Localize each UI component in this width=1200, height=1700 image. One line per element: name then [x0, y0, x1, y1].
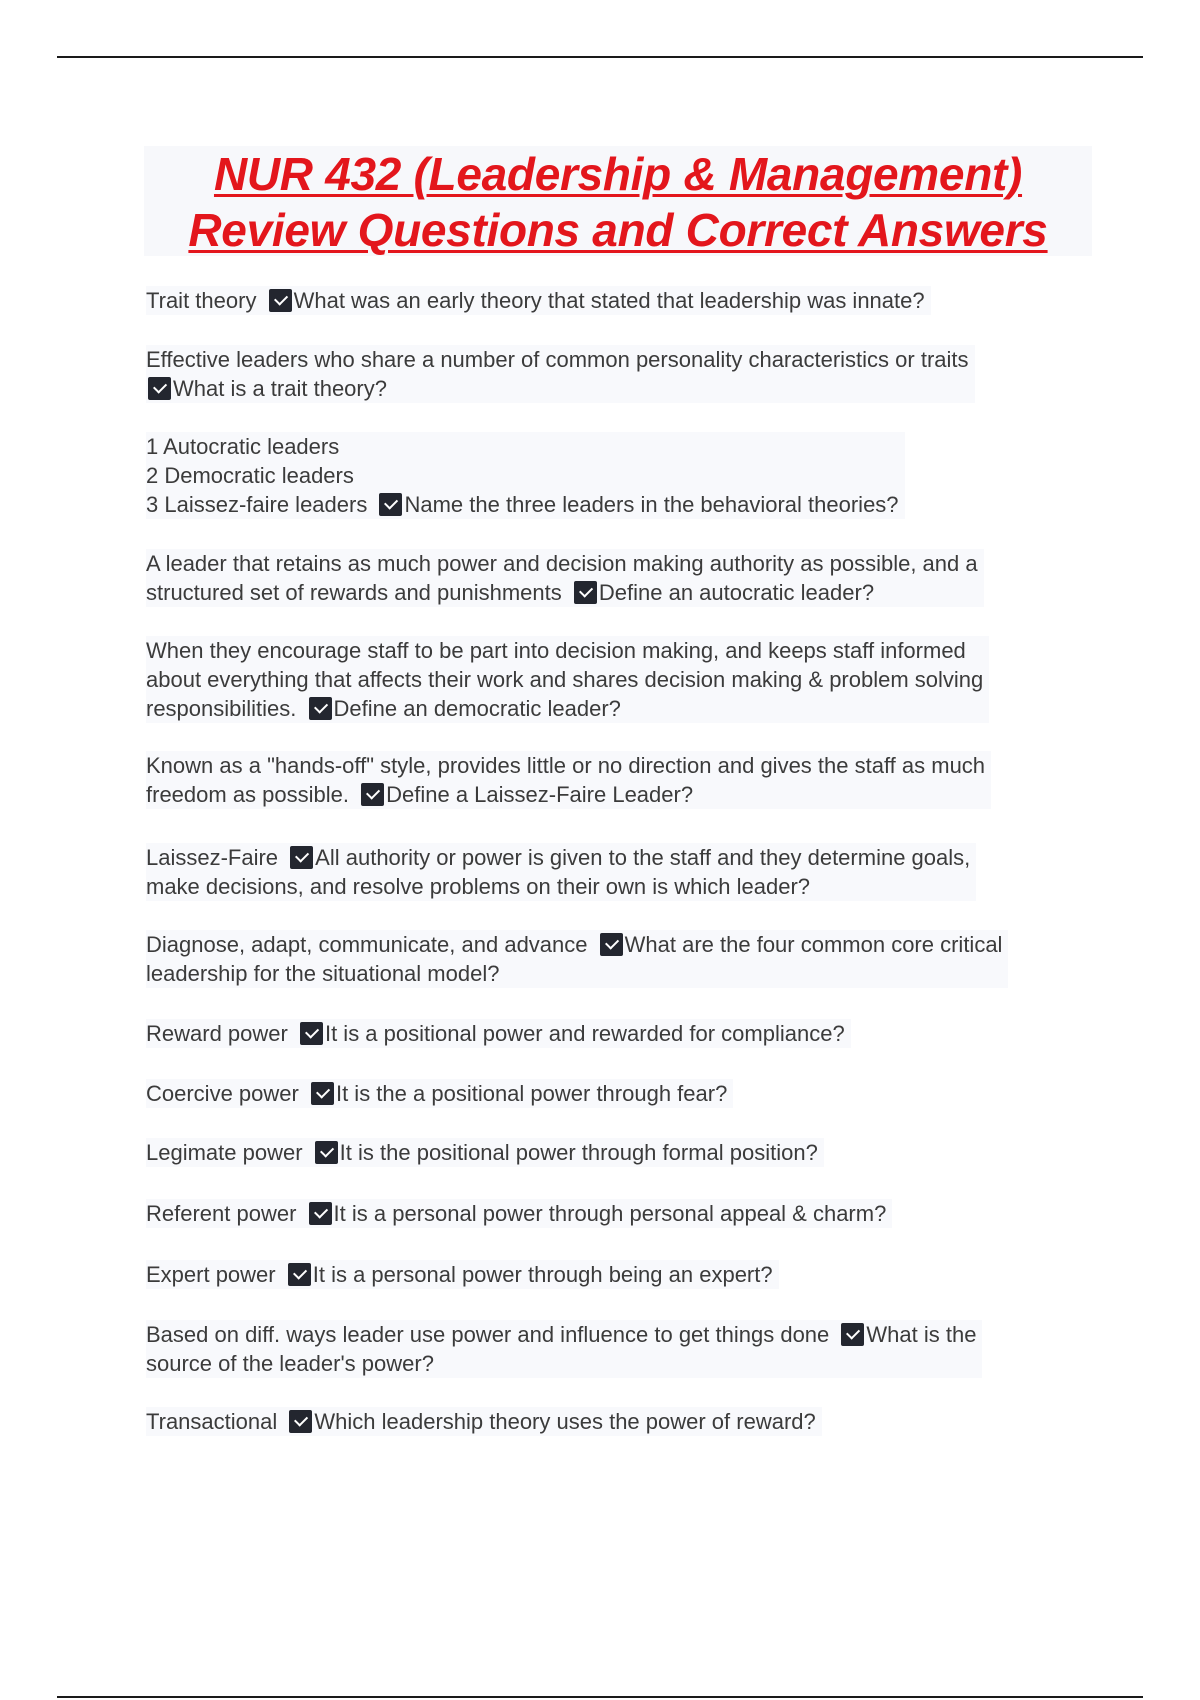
qa-item [146, 286, 931, 315]
question-line: make decisions, and resolve problems on their own is which leader? [146, 874, 811, 899]
qa-item [146, 1320, 982, 1378]
question-line: leadership for the situational model? [146, 961, 500, 986]
answer-line: 2 Democratic leaders [146, 463, 354, 488]
check-box-icon [288, 1263, 311, 1286]
answer-text: Coercive power [146, 1081, 299, 1106]
question-text: It is a personal power through being an expert? [312, 1262, 773, 1287]
question-line: source of the leader's power? [146, 1351, 434, 1376]
question-text: Define an autocratic leader? [598, 580, 875, 605]
answer-line: structured set of rewards and punishments [146, 580, 562, 605]
qa-item [146, 432, 905, 519]
qa-item [146, 1138, 824, 1167]
answer-text: Laissez-Faire [146, 845, 279, 870]
answer-text: Transactional [146, 1409, 278, 1434]
answer-line: 1 Autocratic leaders [146, 434, 340, 459]
qa-item [146, 1019, 851, 1048]
check-box-icon [309, 1202, 332, 1225]
answer-line: When they encourage staff to be part into decision making, and keeps staff informed [146, 638, 966, 663]
check-box-icon [379, 493, 402, 516]
check-box-icon [600, 933, 623, 956]
question-text: What was an early theory that stated that leadership was innate? [293, 288, 925, 313]
answer-text: Diagnose, adapt, communicate, and advance [146, 932, 588, 957]
question-text: It is a positional power and rewarded for compliance? [324, 1021, 845, 1046]
answer-line: 3 Laissez-faire leaders [146, 492, 368, 517]
answer-line: about everything that affects their work and shares decision making & problem solving [146, 667, 984, 692]
check-box-icon [574, 581, 597, 604]
answer-line: A leader that retains as much power and decision making authority as possible, and a [146, 551, 978, 576]
qa-item [146, 751, 991, 809]
qa-item [146, 636, 989, 723]
check-box-icon [148, 377, 171, 400]
qa-item [146, 1079, 733, 1108]
answer-line: responsibilities. [146, 696, 297, 721]
answer-text: Effective leaders who share a number of common personality characteristics or traits [146, 347, 969, 372]
check-box-icon [289, 1410, 312, 1433]
question-line: All authority or power is given to the staff and they determine goals, [315, 845, 971, 870]
title-line-2: Review Questions and Correct Answers [188, 204, 1048, 256]
qa-item [146, 1407, 822, 1436]
check-box-icon [290, 846, 313, 869]
answer-text: Expert power [146, 1262, 276, 1287]
question-text: Name the three leaders in the behavioral theories? [404, 492, 899, 517]
qa-item [146, 1260, 779, 1289]
check-box-icon [315, 1141, 338, 1164]
bottom-rule [57, 1696, 1143, 1698]
check-box-icon [841, 1323, 864, 1346]
qa-item [146, 930, 1008, 988]
question-text: Which leadership theory uses the power of reward? [314, 1409, 816, 1434]
question-text: Define a Laissez-Faire Leader? [386, 782, 694, 807]
answer-text: Trait theory [146, 288, 257, 313]
question-line: What are the four common core critical [624, 932, 1003, 957]
question-line: What is the [866, 1322, 977, 1347]
answer-text: Reward power [146, 1021, 288, 1046]
answer-text: Legimate power [146, 1140, 303, 1165]
qa-item [146, 549, 984, 607]
document-title [144, 146, 1092, 256]
qa-item [146, 1199, 892, 1228]
check-box-icon [309, 697, 332, 720]
qa-item [146, 843, 976, 901]
question-text: Define an democratic leader? [333, 696, 621, 721]
check-box-icon [361, 783, 384, 806]
top-rule [57, 56, 1143, 58]
answer-text: Referent power [146, 1201, 297, 1226]
check-box-icon [311, 1082, 334, 1105]
answer-text: Based on diff. ways leader use power and influence to get things done [146, 1322, 830, 1347]
qa-item [146, 345, 975, 403]
answer-line: Known as a "hands-off" style, provides little or no direction and gives the staff as much [146, 753, 986, 778]
question-text: What is a trait theory? [173, 376, 387, 401]
title-line-1: NUR 432 (Leadership & Management) [213, 148, 1023, 200]
check-box-icon [300, 1022, 323, 1045]
question-text: It is the positional power through formal position? [339, 1140, 818, 1165]
question-text: It is the a positional power through fear? [335, 1081, 728, 1106]
answer-line: freedom as possible. [146, 782, 349, 807]
question-text: It is a personal power through personal appeal & charm? [333, 1201, 887, 1226]
check-box-icon [269, 289, 292, 312]
